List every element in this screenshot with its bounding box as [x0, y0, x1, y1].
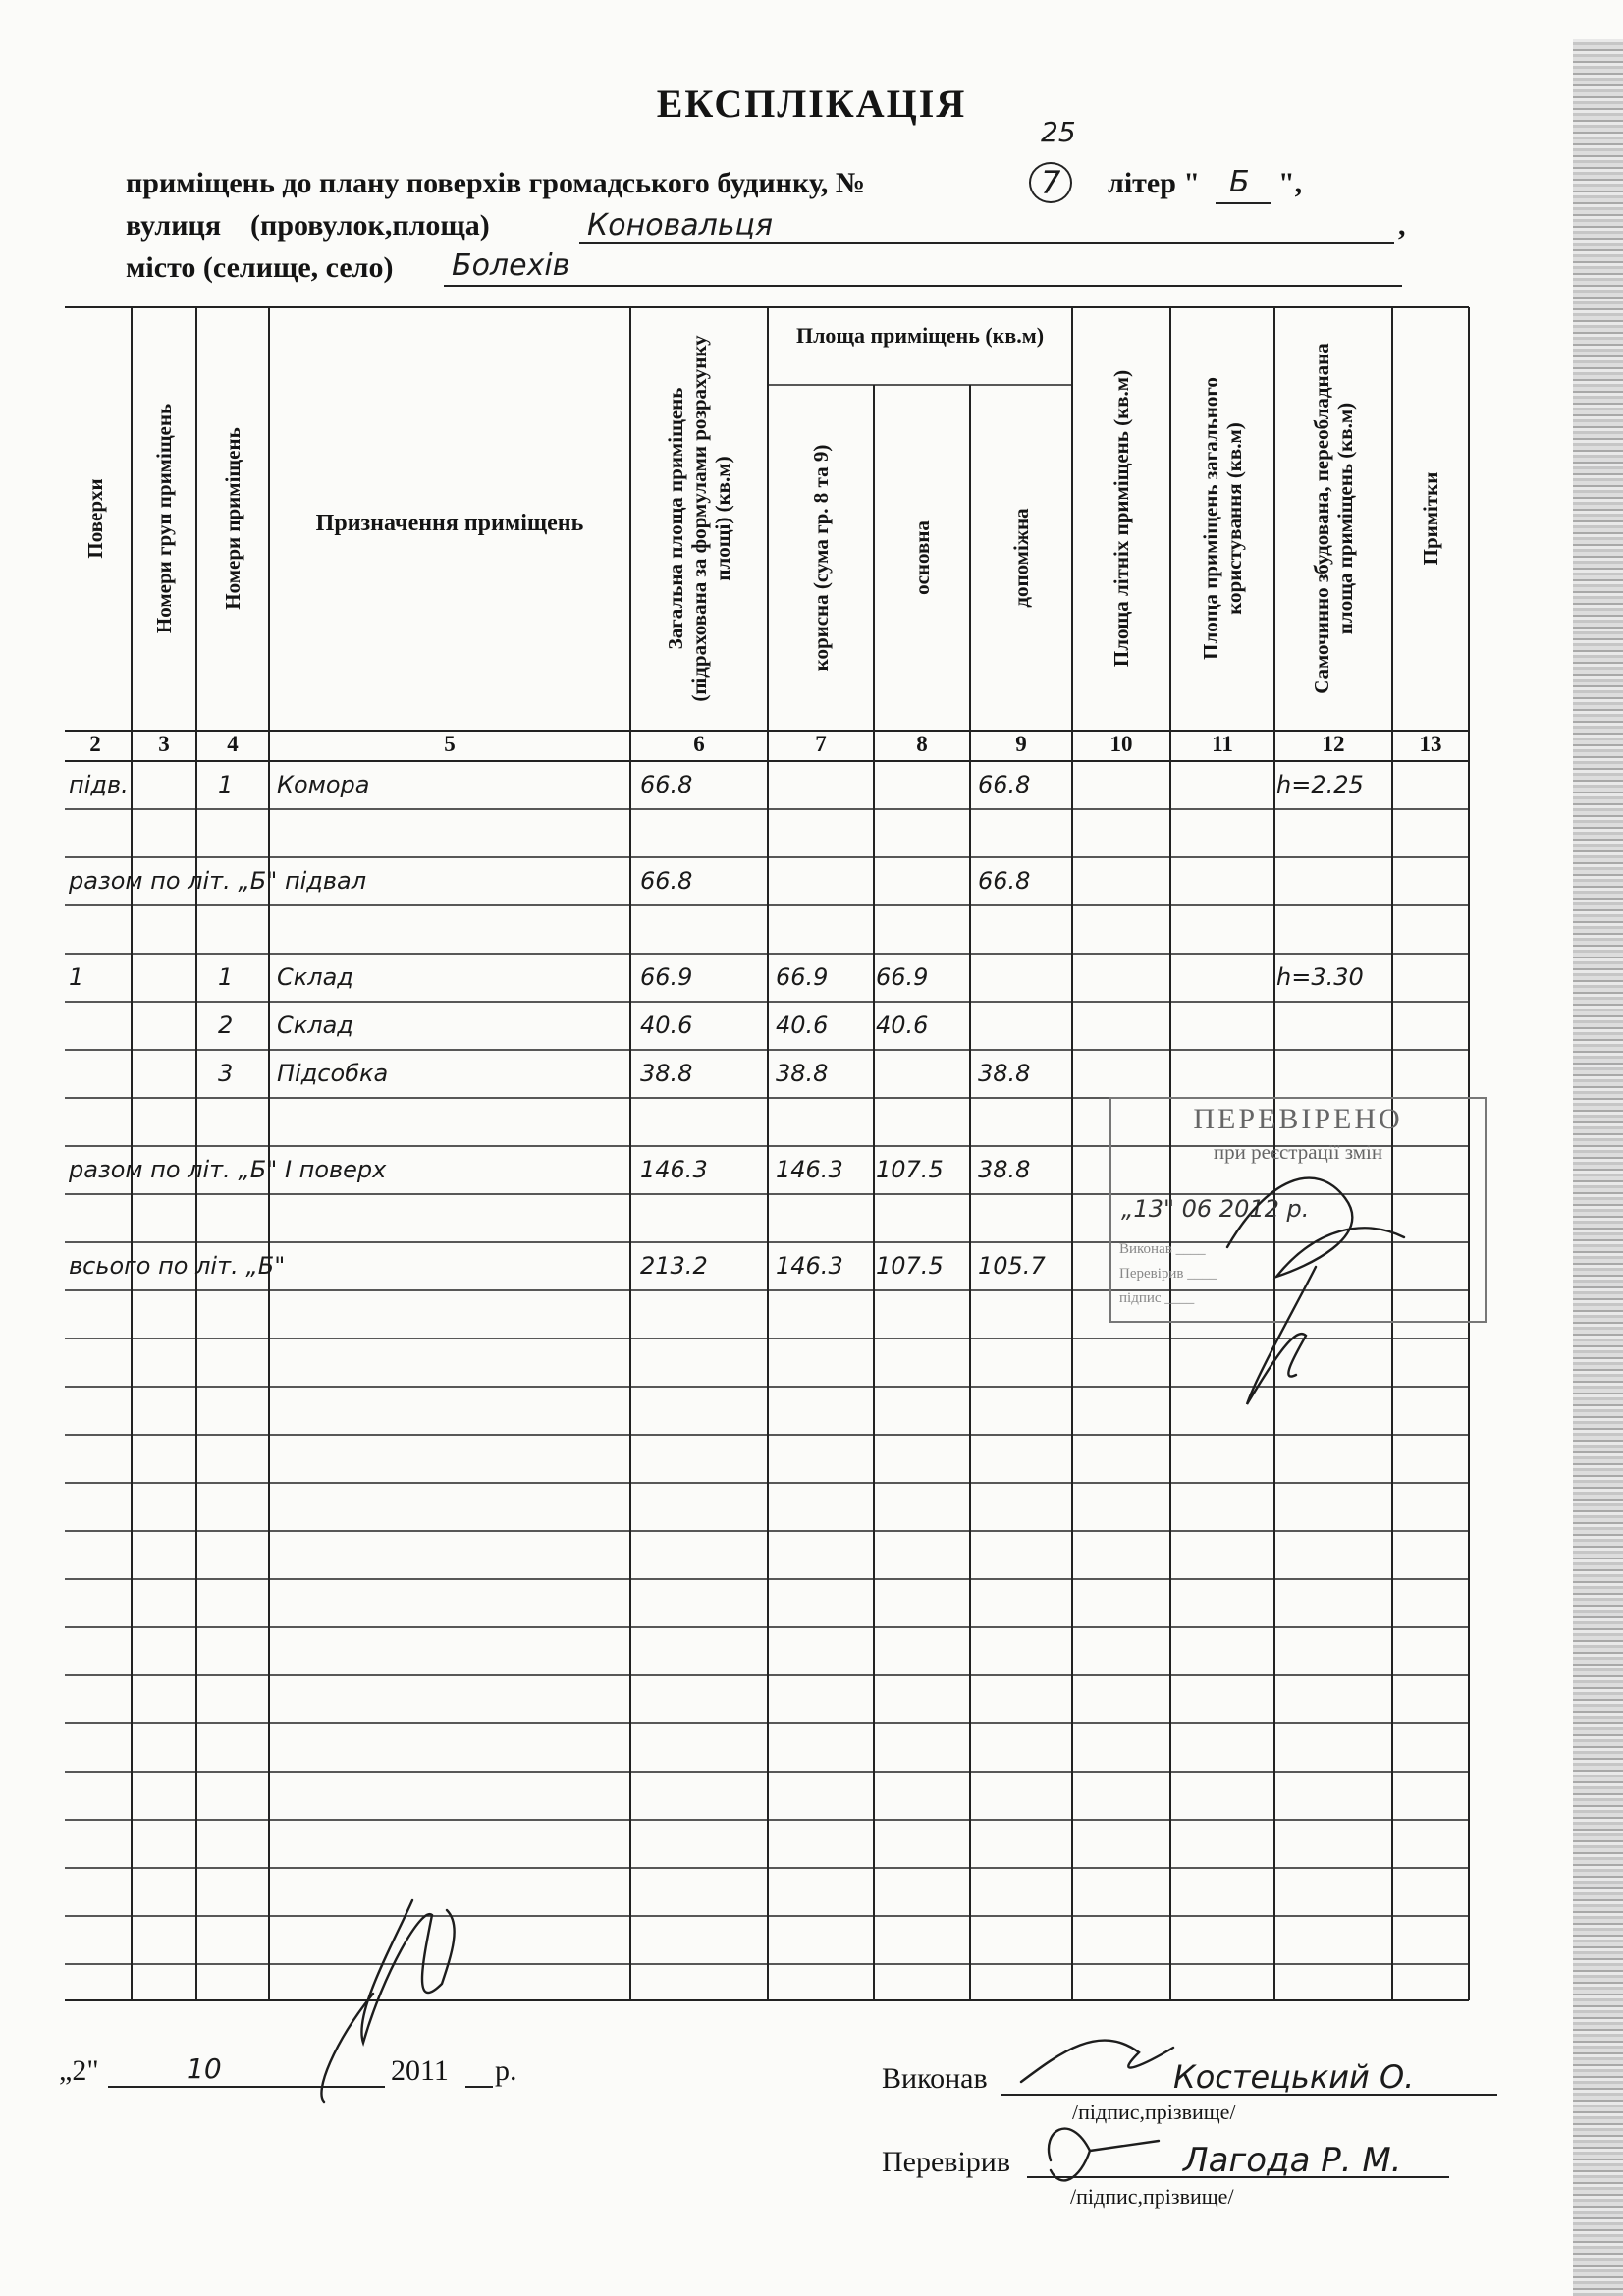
header-line-1-text: приміщень до плану поверхів громадського будинку, № [126, 167, 865, 199]
executed-label: Виконав [882, 2062, 988, 2095]
cell-room-purpose: Склад [277, 1011, 353, 1039]
stamp-line: підпис ____ [1119, 1290, 1195, 1306]
col-header-unauthorized-area: Самочинно збудована, переобладнана площа приміщень (кв.м) [1309, 343, 1357, 694]
col-header-useful: корисна (сума гр. 8 та 9) [808, 444, 833, 672]
cell-auxiliary-area: 105.7 [978, 1252, 1046, 1280]
building-number: 7 [1029, 162, 1072, 203]
cell-total-area: 66.8 [640, 867, 693, 895]
cell-room-number: 3 [218, 1060, 234, 1087]
executed-name: Костецький О. [1173, 2058, 1415, 2096]
cell-room-number: 1 [218, 771, 234, 798]
cell-total-area: 40.6 [640, 1011, 693, 1039]
cell-main-area: 107.5 [876, 1156, 944, 1183]
cell-main-area: 66.9 [876, 963, 929, 991]
cell-useful-area: 38.8 [776, 1060, 829, 1087]
col-number: 6 [693, 732, 705, 756]
building-number-superscript: 25 [1041, 116, 1076, 148]
col-number: 2 [89, 732, 101, 756]
cell-room-number: 1 [218, 963, 234, 991]
stamp-date: „13" 06 2012 р. [1121, 1195, 1310, 1223]
page-title: ЕКСПЛІКАЦІЯ [656, 82, 967, 126]
cell-floor: 1 [69, 963, 84, 991]
checked-label: Перевірив [882, 2146, 1011, 2178]
stamp-signature [1247, 1267, 1316, 1404]
cell-auxiliary-area: 38.8 [978, 1060, 1031, 1087]
col-header-main: основна [909, 520, 934, 595]
footer-date-prefix: „2" [59, 2054, 99, 2087]
stamp-subtitle: при реєстрації змін [1213, 1140, 1383, 1164]
cell-useful-area: 146.3 [776, 1156, 843, 1183]
col-header-room-numbers: Номери приміщень [220, 427, 244, 610]
col-header-room-groups: Номери груп приміщень [151, 403, 176, 634]
col-header-auxiliary: допоміжна [1008, 508, 1033, 608]
col-header-total-area: Загальна площа приміщень (підрахована за формулами розрахунку площі) (кв.м) [663, 335, 735, 702]
footer-year: 2011 [391, 2054, 449, 2087]
col-number: 12 [1322, 732, 1345, 756]
cell-auxiliary-area: 66.8 [978, 771, 1031, 798]
header-line-2: вулиця (провулок,площа) [126, 209, 490, 242]
cell-floor: підв. [69, 771, 129, 798]
stamp-title: ПЕРЕВІРЕНО [1193, 1103, 1403, 1135]
street-comma: , [1398, 209, 1406, 242]
stamp-line: Перевірив ____ [1119, 1266, 1217, 1282]
cell-room-number: 2 [218, 1011, 234, 1039]
cell-unauthorized-area: h=2.25 [1276, 771, 1364, 798]
col-number: 7 [815, 732, 827, 756]
center-signature [361, 1900, 454, 2043]
cell-useful-area: 66.9 [776, 963, 829, 991]
cell-total-area: 213.2 [640, 1252, 708, 1280]
col-header-floors: Поверхи [82, 478, 107, 559]
col-number: 11 [1212, 732, 1233, 756]
cell-floor: разом по літ. „Б" І поверх [69, 1156, 387, 1183]
liter-value: Б [1229, 165, 1250, 199]
cell-floor: всього по літ. „Б" [69, 1252, 286, 1280]
cell-auxiliary-area: 38.8 [978, 1156, 1031, 1183]
col-number: 9 [1015, 732, 1027, 756]
street-value: Коновальця [587, 208, 774, 243]
city-value: Болехів [452, 248, 570, 283]
stamp-signature [1227, 1178, 1404, 1277]
header-line-3: місто (селище, село) [126, 251, 394, 284]
col-header-summer-area: Площа літніх приміщень (кв.м) [1109, 369, 1133, 668]
cell-useful-area: 146.3 [776, 1252, 843, 1280]
cell-main-area: 40.6 [876, 1011, 929, 1039]
liter-suffix: ", [1278, 167, 1303, 199]
cell-room-purpose: Склад [277, 963, 353, 991]
liter-prefix: літер " [1108, 167, 1201, 199]
cell-main-area: 107.5 [876, 1252, 944, 1280]
col-number: 8 [916, 732, 928, 756]
cell-room-purpose: Підсобка [277, 1060, 389, 1087]
cell-total-area: 146.3 [640, 1156, 708, 1183]
cell-total-area: 66.8 [640, 771, 693, 798]
executed-signature [1021, 2041, 1173, 2082]
footer-month: 10 [187, 2052, 222, 2085]
footer-underline [169, 2086, 385, 2088]
signature-caption: /підпис,прізвище/ [1070, 2184, 1234, 2209]
cell-auxiliary-area: 66.8 [978, 867, 1031, 895]
cell-room-purpose: Комора [277, 771, 370, 798]
signature-caption: /підпис,прізвище/ [1072, 2100, 1236, 2124]
col-number: 10 [1109, 732, 1133, 756]
col-header-area-group: Площа приміщень (кв.м) [795, 323, 1045, 348]
col-header-notes: Примітки [1418, 471, 1442, 566]
cell-total-area: 38.8 [640, 1060, 693, 1087]
checked-signature [1049, 2129, 1159, 2181]
col-header-common-area: Площа приміщень загального користування (кв.м) [1198, 377, 1246, 660]
footer-year-suffix: р. [495, 2054, 517, 2087]
cell-useful-area: 40.6 [776, 1011, 829, 1039]
stamp-line: Виконав ____ [1119, 1241, 1206, 1257]
cell-floor: разом по літ. „Б" підвал [69, 867, 367, 895]
checked-name: Лагода Р. М. [1183, 2141, 1402, 2180]
cell-total-area: 66.9 [640, 963, 693, 991]
cell-unauthorized-area: h=3.30 [1276, 963, 1364, 991]
col-number: 5 [444, 732, 456, 756]
col-number: 4 [227, 732, 239, 756]
footer-underline [465, 2086, 493, 2088]
col-number: 13 [1419, 732, 1442, 756]
col-header-purpose: Призначення приміщень [315, 511, 584, 536]
col-number: 3 [158, 732, 170, 756]
